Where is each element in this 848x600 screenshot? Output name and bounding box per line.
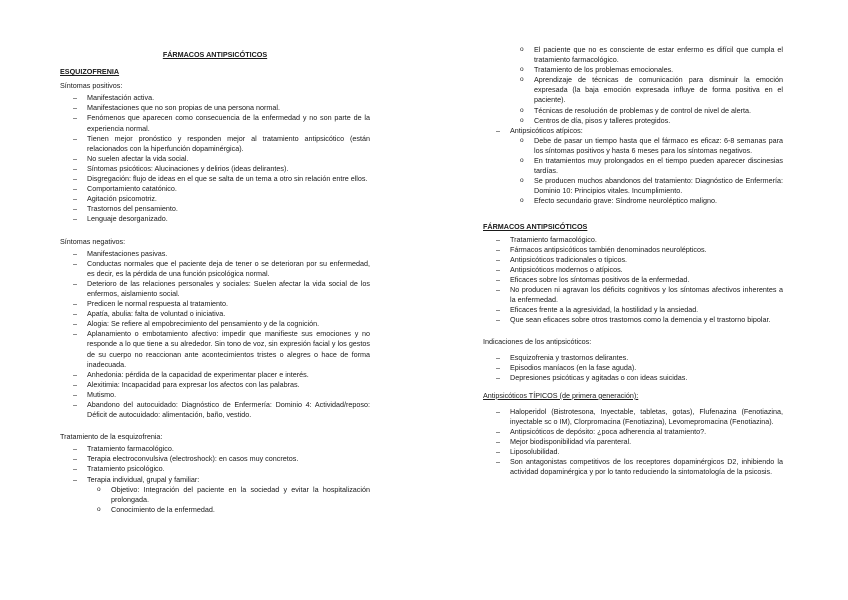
indications-list xyxy=(496,353,783,383)
positive-symptoms-list xyxy=(73,93,370,224)
list-item: – Síntomas psicóticos: Alucinaciones y delirios (ideas delirantes). xyxy=(73,164,370,174)
list-item: – Tratamiento psicológico. xyxy=(73,464,370,474)
sublist-item: o Conocimiento de la enfermedad. xyxy=(97,505,370,515)
list-item: – Manifestaciones que no son propias de una persona normal. xyxy=(73,103,370,113)
sublist-item: o Objetivo: Integración del paciente en la sociedad y evitar la hospitalización prolongada. xyxy=(97,485,370,505)
list-item: – Fármacos antipsicóticos también denominados neurolépticos. xyxy=(496,245,783,255)
negative-symptoms-heading: Síntomas negativos: xyxy=(60,236,126,246)
list-item: – Anhedonia: pérdida de la capacidad de experimentar placer e interés. xyxy=(73,370,370,380)
list-item: – Agitación psicomotriz. xyxy=(73,194,370,204)
list-item: – Manifestaciones pasivas. xyxy=(73,249,370,259)
sublist-item: o Se producen muchos abandonos del tratamiento: Diagnóstico de Enfermería: Dominio 10: Principios vitales. Incumplimiento. xyxy=(520,176,783,196)
list-item: – Trastornos del pensamiento. xyxy=(73,204,370,214)
negative-symptoms-list xyxy=(73,249,370,421)
document-title: FÁRMACOS ANTIPSICÓTICOS xyxy=(162,50,268,59)
typical-antipsychotics-list xyxy=(496,407,783,478)
list-item: – Disgregación: flujo de ideas en el que se salta de un tema a otro sin relación entre ellos. xyxy=(73,174,370,184)
list-item xyxy=(496,126,783,207)
section-heading-esquizofrenia: ESQUIZOFRENIA xyxy=(60,67,120,77)
list-item: – Eficaces frente a la agresividad, la hostilidad y la ansiedad. xyxy=(496,305,783,315)
list-item xyxy=(73,475,370,515)
list-item: – Comportamiento catatónico. xyxy=(73,184,370,194)
list-item: – Aplanamiento o embotamiento afectivo: impedir que manifieste sus emociones y no responde a lo que tiene a su alrededor. Sin tono de voz, sin expresión facial y los gestos de su cuerpo no reaccionan ante acontecimientos tristes o alegres o hace de forma inadecuada. xyxy=(73,329,370,369)
list-item: – Fenómenos que aparecen como consecuencia de la enfermedad y no son parte de la experiencia normal. xyxy=(73,113,370,133)
sublist-item: o El paciente que no es consciente de estar enfermo es difícil que cumpla el tratamiento farmacológico. xyxy=(520,45,783,65)
list-item: – Abandono del autocuidado: Diagnóstico de Enfermería: Dominio 4: Actividad/reposo: Déficit de autocuidado: alimentación, baño, vestido. xyxy=(73,400,370,420)
sublist-item: o Efecto secundario grave: Síndrome neuroléptico maligno. xyxy=(520,196,783,206)
continued-list xyxy=(496,45,783,207)
list-item: – No suelen afectar la vida social. xyxy=(73,154,370,164)
treatment-heading: Tratamiento de la esquizofrenia: xyxy=(60,432,163,442)
list-item: – Liposolubilidad. xyxy=(496,447,783,457)
list-item: – Alogia: Se refiere al empobrecimiento del pensamiento y de la cognición. xyxy=(73,319,370,329)
left-column xyxy=(60,50,370,515)
list-item: – Deterioro de las relaciones personales y sociales: Suelen afectar la vida social de los enfermos, aislamiento social. xyxy=(73,279,370,299)
typical-antipsychotics-heading: Antipsicóticos TÍPICOS (de primera generación): xyxy=(483,390,639,400)
list-item: – Lenguaje desorganizado. xyxy=(73,214,370,224)
list-item: – Tratamiento farmacológico. xyxy=(496,235,783,245)
list-item: – Predicen le normal respuesta al tratamiento. xyxy=(73,299,370,309)
list-item: – Mejor biodisponibilidad vía parenteral. xyxy=(496,437,783,447)
sublist-item: o Centros de día, pisos y talleres protegidos. xyxy=(520,116,783,126)
list-item: – Haloperidol (Bistrotesona, Inyectable, tabletas, gotas), Flufenazina (Fenotiazina, inyectable sc o IM), Clorpromacina (Fenotiazina), Levomepromacina (Fenotiazina). xyxy=(496,407,783,427)
list-item: – Apatía, abulia: falta de voluntad o iniciativa. xyxy=(73,309,370,319)
list-item: – Tratamiento farmacológico. xyxy=(73,444,370,454)
list-item-label: Terapia individual, grupal y familiar: xyxy=(87,474,200,484)
list-item: – Terapia electroconvulsiva (electroshock): en casos muy concretos. xyxy=(73,454,370,464)
therapy-sublist-continued xyxy=(520,45,783,126)
list-item: – Depresiones psicóticas y agitadas o con ideas suicidas. xyxy=(496,373,783,383)
treatment-list xyxy=(73,444,370,515)
section-heading-farmacos: FÁRMACOS ANTIPSICÓTICOS xyxy=(483,221,588,231)
list-item: – No producen ni agravan los déficits cognitivos y los síntomas afectivos inherentes a la enfermedad. xyxy=(496,285,783,305)
list-item: – Episodios maníacos (en la fase aguda). xyxy=(496,363,783,373)
sublist-item: o Técnicas de resolución de problemas y de control de nivel de alerta. xyxy=(520,106,783,116)
list-item: – Que sean eficaces sobre otros trastornos como la demencia y el trastorno bipolar. xyxy=(496,315,783,325)
list-item: – Antipsicóticos tradicionales o típicos. xyxy=(496,255,783,265)
list-item: – Mutismo. xyxy=(73,390,370,400)
list-item: – Esquizofrenia y trastornos delirantes. xyxy=(496,353,783,363)
sublist-item: o Tratamiento de los problemas emocionales. xyxy=(520,65,783,75)
continued-container xyxy=(496,45,783,126)
therapy-sublist xyxy=(97,485,370,515)
list-item: – Antipsicóticos de depósito: ¿poca adherencia al tratamiento?. xyxy=(496,427,783,437)
sublist-item: o Debe de pasar un tiempo hasta que el fármaco es eficaz: 6-8 semanas para los síntomas positivos y hasta 6 meses para los síntomas negativos. xyxy=(520,136,783,156)
list-item: – Tienen mejor pronóstico y responden mejor al tratamiento antipsicótico (están relacionados con la hiperfunción dopaminérgica). xyxy=(73,134,370,154)
list-item: – Manifestación activa. xyxy=(73,93,370,103)
right-column xyxy=(483,45,783,478)
list-item: – Son antagonistas competitivos de los receptores dopaminérgicos D2, inhibiendo la actividad dopaminérgica y por lo tanto reduciendo la sintomatología de la psicosis. xyxy=(496,457,783,477)
sublist-item: o Aprendizaje de técnicas de comunicación para disminuir la emoción expresada (la baja emoción expresada influye de forma positiva en el paciente). xyxy=(520,75,783,105)
positive-symptoms-heading: Síntomas positivos: xyxy=(60,81,123,91)
sublist-item: o En tratamientos muy prolongados en el tiempo pueden aparecer discinesias tardías. xyxy=(520,156,783,176)
list-item: – Eficaces sobre los síntomas positivos de la enfermedad. xyxy=(496,275,783,285)
list-item: – Conductas normales que el paciente deja de tener o se deterioran por su enfermedad, es decir, es la pérdida de una función psicológica normal. xyxy=(73,259,370,279)
list-item-label: Antipsicóticos atípicos: xyxy=(510,125,583,135)
indications-heading: Indicaciones de los antipsicóticos: xyxy=(483,337,592,347)
antipsychotics-list xyxy=(496,235,783,326)
atypical-sublist xyxy=(520,136,783,207)
list-item: – Antipsicóticos modernos o atípicos. xyxy=(496,265,783,275)
list-item: – Alexitimia: Incapacidad para expresar los afectos con las palabras. xyxy=(73,380,370,390)
